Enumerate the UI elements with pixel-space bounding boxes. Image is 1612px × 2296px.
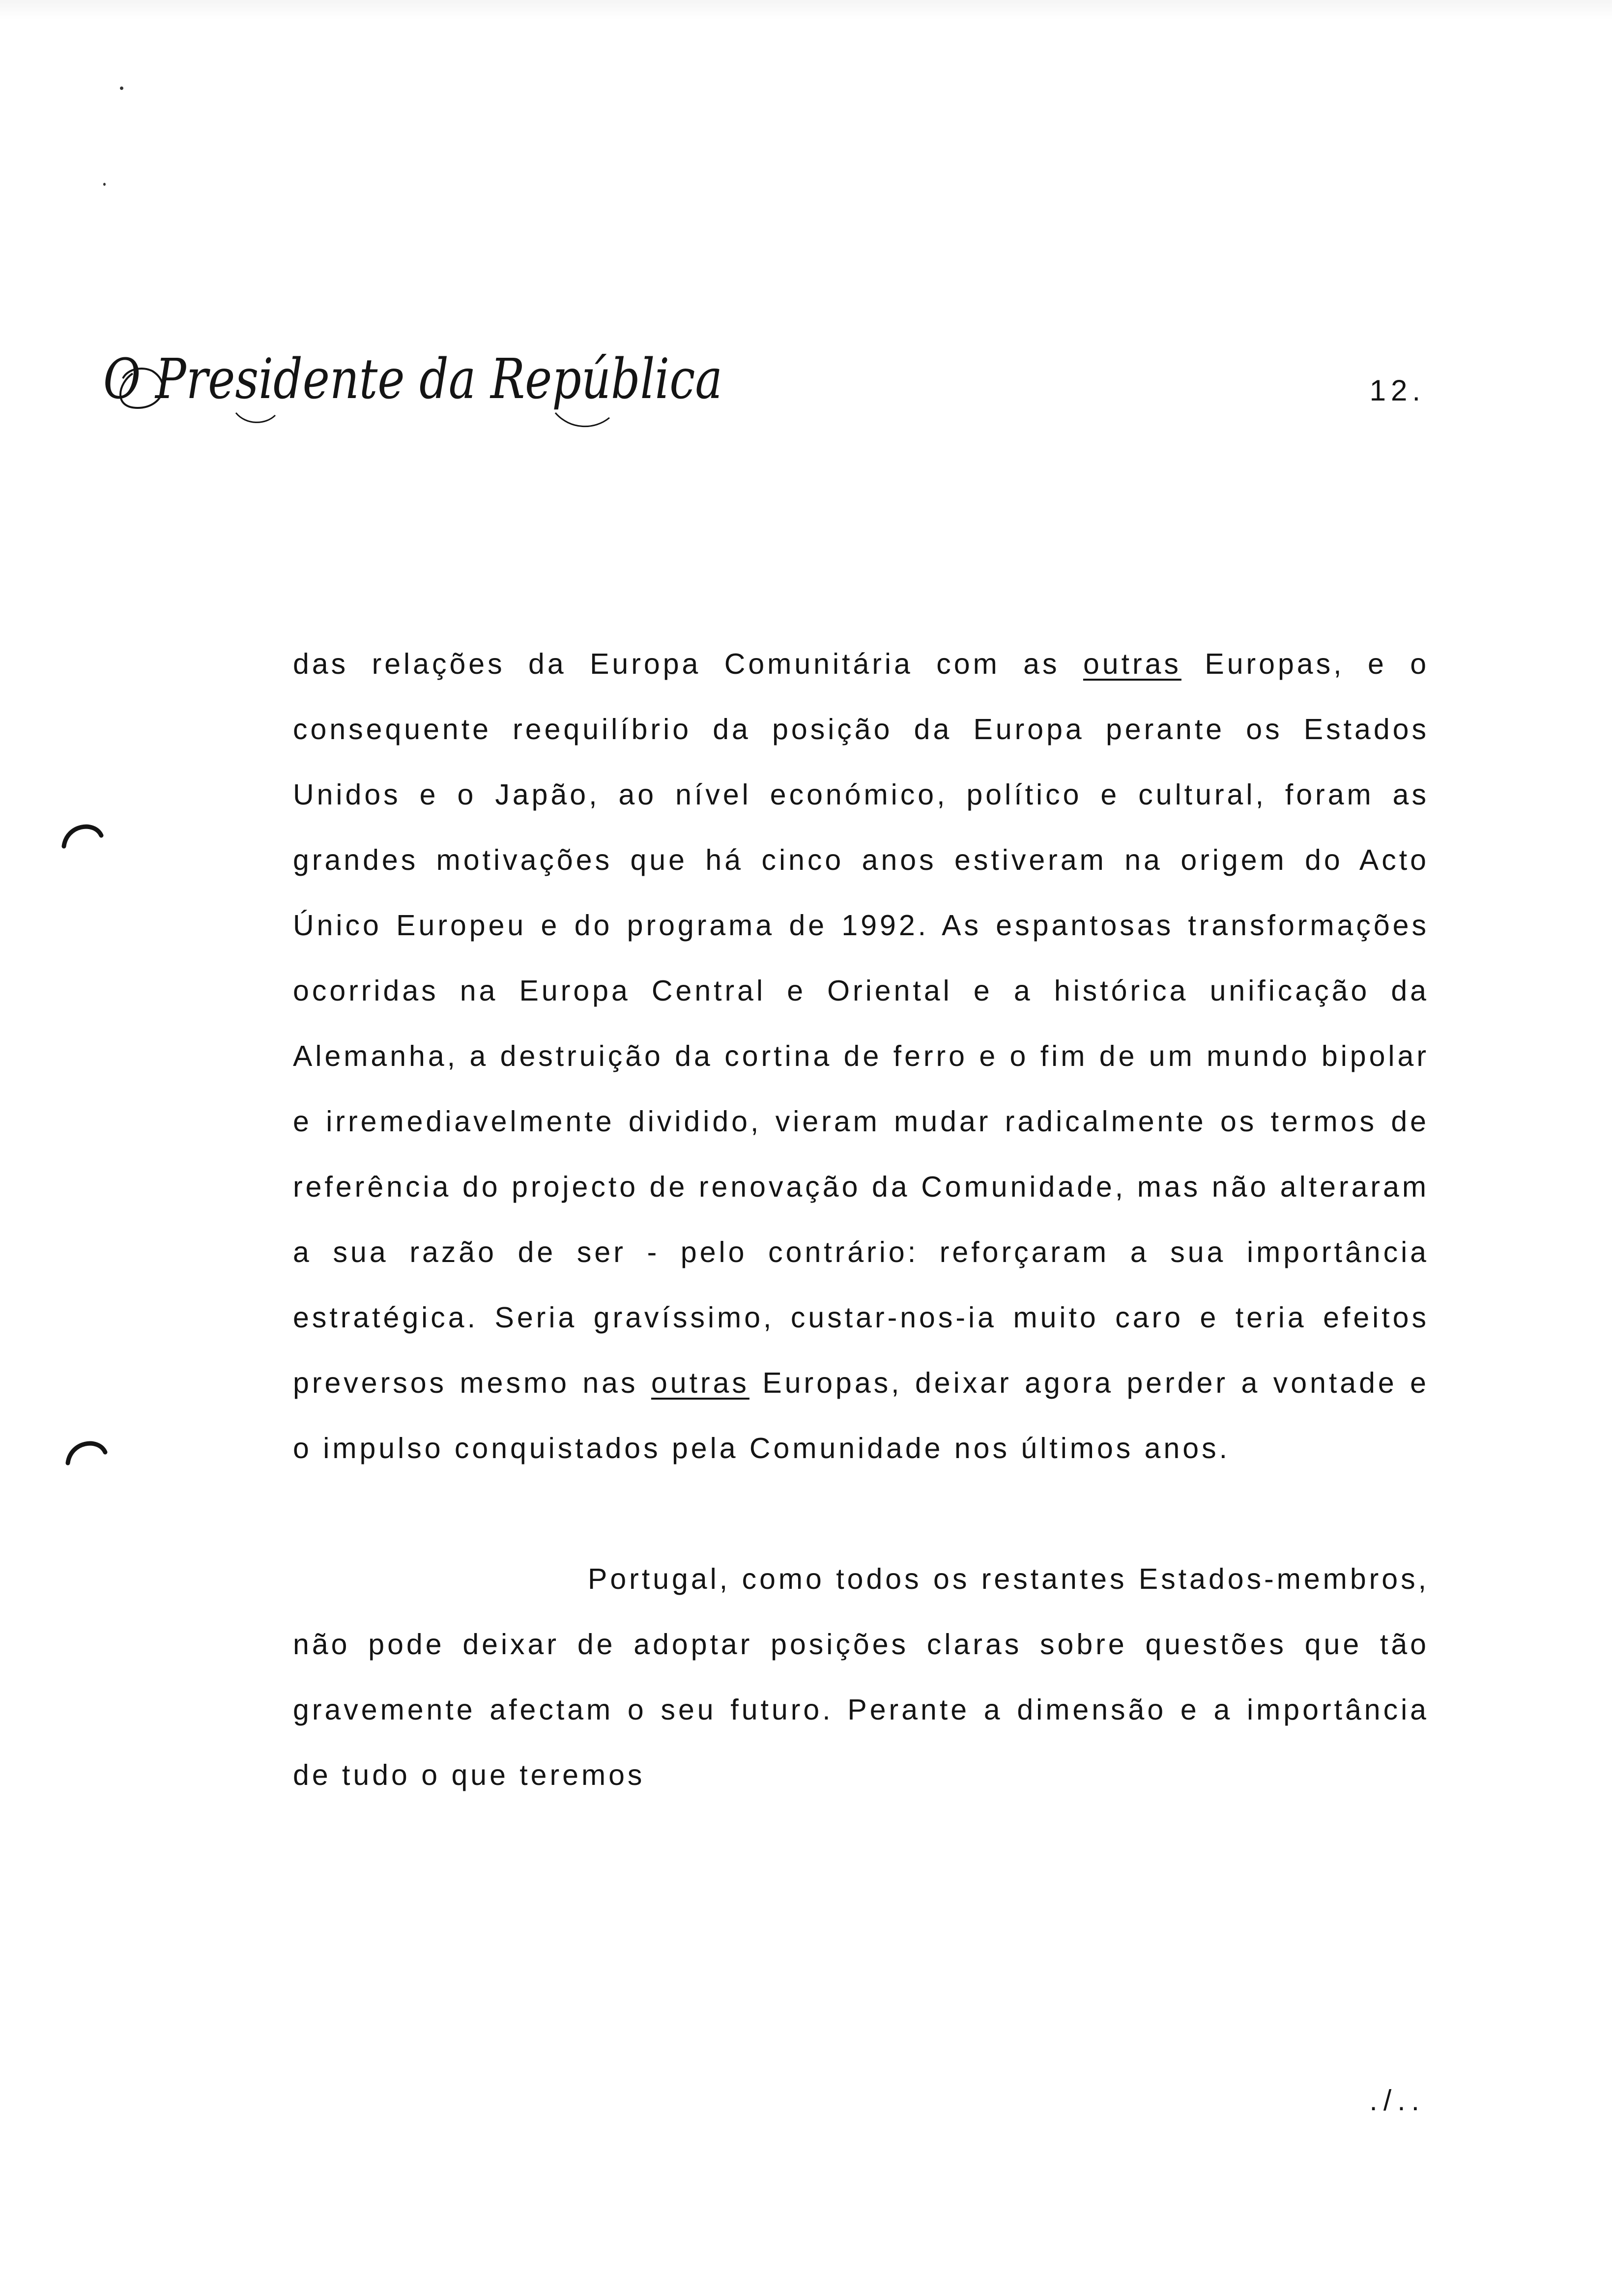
scan-edge-noise	[0, 0, 1612, 20]
margin-arc-mark	[64, 1433, 108, 1467]
letterhead-signature	[98, 339, 737, 432]
scan-speck	[103, 183, 106, 186]
paragraph-1-text: Europas, e o consequente reequilíbrio da posição da Europa perante os Estados Unidos e o Japão, ao nível económico, político e cultural, foram as grandes motivações que há cinco anos estiveram na origem do Acto Único Europeu e do programa de 1992. As espantosas transformações ocorridas na Europa Central e Oriental e a histórica unificação da Alemanha, a destruição da cortina de ferro e o fim de um mundo bipolar e irremediavelmente dividido, vieram mudar radicalmente os termos de referência do projecto de renovação da Comunidade, mas não alteraram a sua razão de ser - pelo contrário: reforçaram a sua importância estratégica. Seria gravíssimo, custar-nos-ia muito caro e teria efeitos preversos mesmo nas	[293, 648, 1430, 1399]
continuation-mark: ./..	[1369, 2084, 1425, 2117]
scan-speck	[120, 86, 123, 90]
body-text	[293, 631, 1429, 1808]
paragraph-1	[293, 631, 1429, 1481]
margin-arc-mark	[60, 816, 104, 850]
page-number: 12.	[1369, 374, 1425, 407]
underlined-word: outras	[1083, 648, 1181, 680]
paragraph-1-text: Europas, deixar agora perder a vontade e o impulso conquistados pela Comunidade nos últimos anos.	[293, 1367, 1429, 1464]
underlined-word: outras	[651, 1367, 749, 1399]
paragraph-1-text: das relações da Europa Comunitária com as	[293, 648, 1083, 680]
svg-text:O Presidente da República: O Presidente da República	[103, 347, 722, 411]
paragraph-2: Portugal, como todos os restantes Estados-membros, não pode deixar de adoptar posições claras sobre questões que tão gravemente afectam o seu futuro. Perante a dimensão e a importância de tudo o que teremos	[293, 1563, 1429, 1791]
